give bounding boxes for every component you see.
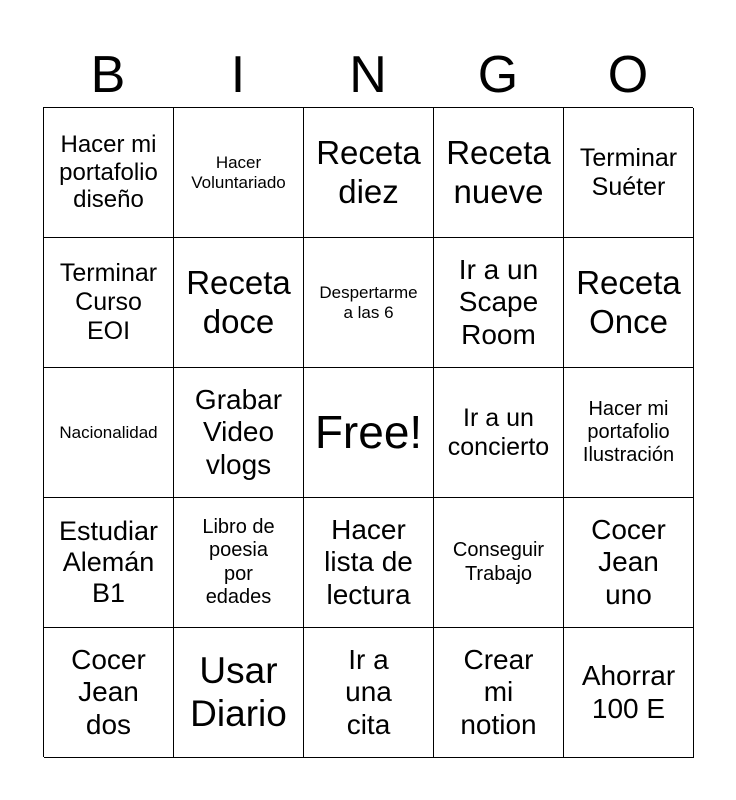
bingo-cell[interactable]: Ahorrar 100 E bbox=[564, 628, 694, 758]
bingo-cell[interactable]: Nacionalidad bbox=[44, 368, 174, 498]
bingo-cell[interactable]: Ir a una cita bbox=[304, 628, 434, 758]
bingo-cell[interactable]: Hacer lista de lectura bbox=[304, 498, 434, 628]
bingo-cell[interactable]: Receta Once bbox=[564, 238, 694, 368]
bingo-cell[interactable]: Cocer Jean dos bbox=[44, 628, 174, 758]
bingo-cell[interactable]: Despertarme a las 6 bbox=[304, 238, 434, 368]
bingo-cell[interactable]: Hacer mi portafolio diseño bbox=[44, 108, 174, 238]
bingo-cell[interactable]: Usar Diario bbox=[174, 628, 304, 758]
bingo-cell[interactable]: Receta nueve bbox=[434, 108, 564, 238]
bingo-board bbox=[43, 107, 693, 757]
header-letter-b: B bbox=[90, 46, 126, 104]
bingo-header bbox=[43, 44, 693, 106]
header-letter-i: I bbox=[230, 46, 246, 104]
bingo-cell[interactable]: Grabar Video vlogs bbox=[174, 368, 304, 498]
header-letter-o: O bbox=[607, 46, 649, 104]
bingo-cell[interactable]: Estudiar Alemán B1 bbox=[44, 498, 174, 628]
bingo-cell[interactable]: Libro de poesia por edades bbox=[174, 498, 304, 628]
bingo-cell[interactable]: Crear mi notion bbox=[434, 628, 564, 758]
bingo-cell[interactable]: Hacer Voluntariado bbox=[174, 108, 304, 238]
bingo-cell[interactable]: Terminar Curso EOI bbox=[44, 238, 174, 368]
free-space-cell[interactable]: Free! bbox=[304, 368, 434, 498]
bingo-cell[interactable]: Conseguir Trabajo bbox=[434, 498, 564, 628]
bingo-cell[interactable]: Hacer mi portafolio Ilustración bbox=[564, 368, 694, 498]
bingo-cell[interactable]: Terminar Suéter bbox=[564, 108, 694, 238]
header-letter-n: N bbox=[349, 46, 387, 104]
header-letter-g: G bbox=[477, 46, 519, 104]
bingo-cell[interactable]: Ir a un Scape Room bbox=[434, 238, 564, 368]
bingo-cell[interactable]: Receta doce bbox=[174, 238, 304, 368]
bingo-cell[interactable]: Ir a un concierto bbox=[434, 368, 564, 498]
bingo-cell[interactable]: Receta diez bbox=[304, 108, 434, 238]
bingo-cell[interactable]: Cocer Jean uno bbox=[564, 498, 694, 628]
